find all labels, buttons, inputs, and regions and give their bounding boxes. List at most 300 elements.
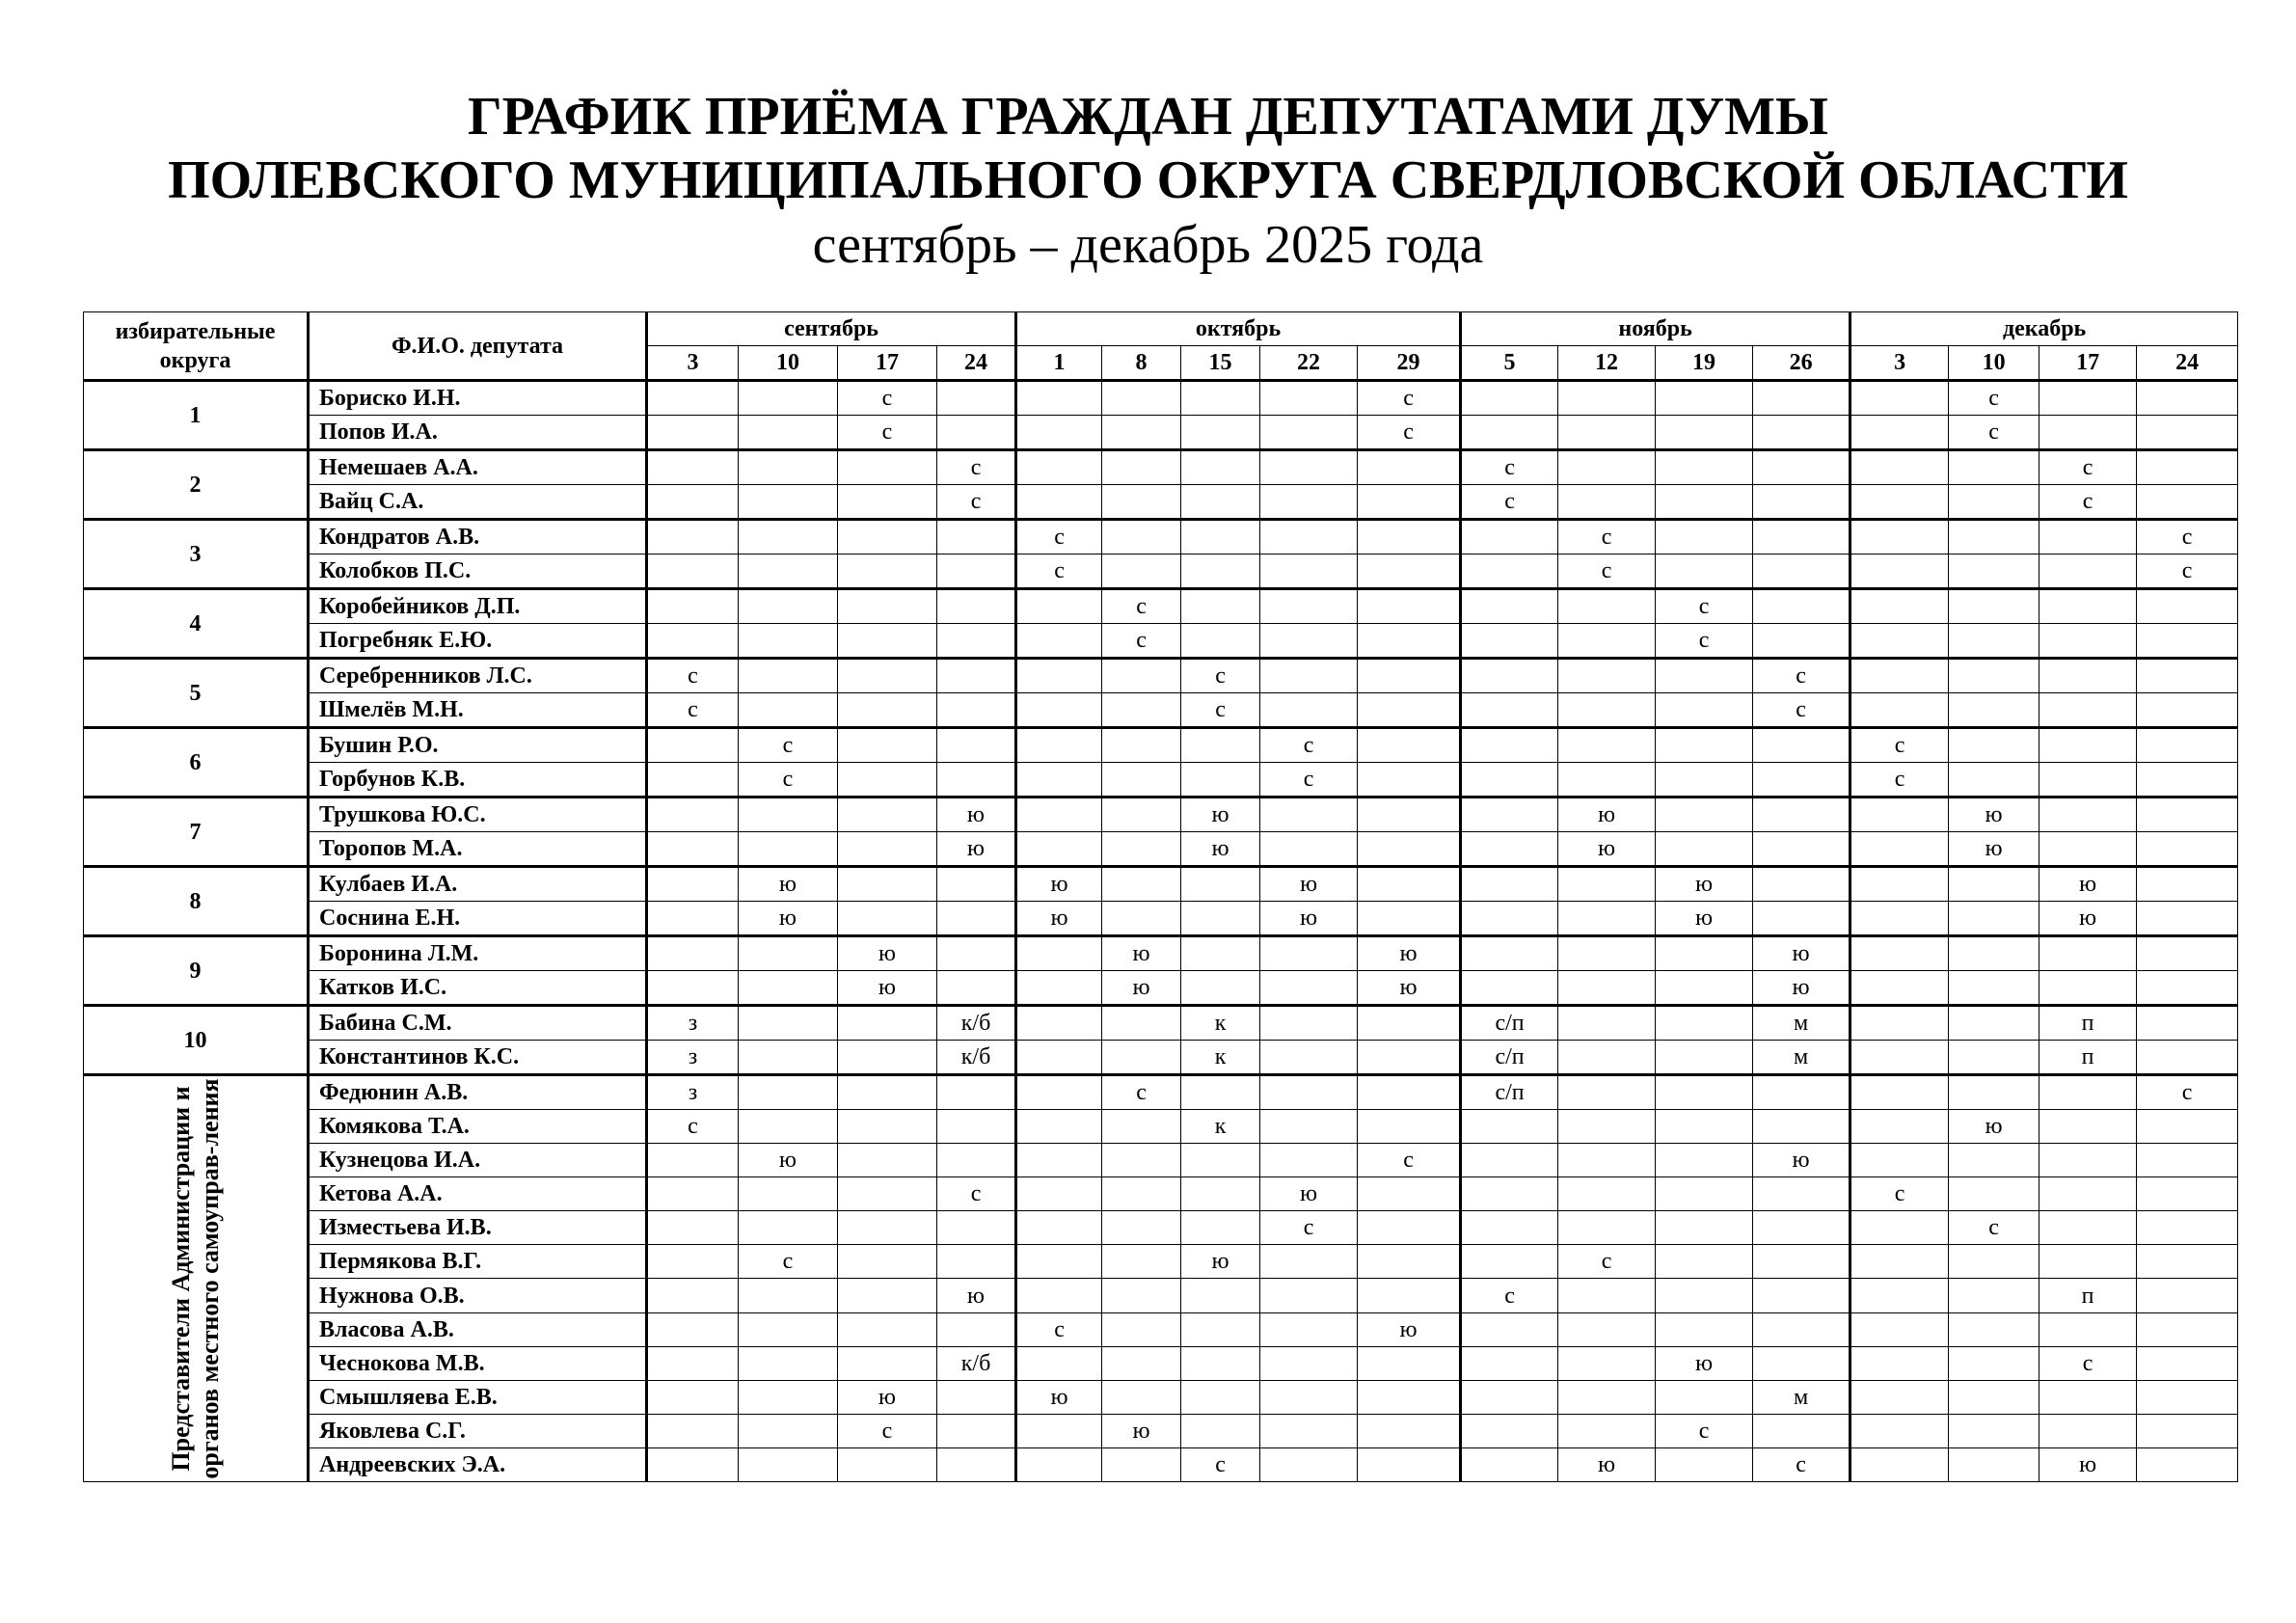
schedule-cell: ю: [937, 1279, 1016, 1312]
header-day: 5: [1461, 346, 1558, 381]
schedule-cell: [937, 1380, 1016, 1414]
schedule-cell: [1558, 728, 1656, 763]
schedule-cell: [1656, 520, 1753, 555]
schedule-cell: ю: [1656, 902, 1753, 936]
table-row: [84, 832, 2238, 867]
schedule-cell: [1358, 1041, 1461, 1075]
schedule-cell: [838, 867, 937, 902]
schedule-cell: [1102, 1380, 1181, 1414]
schedule-cell: [1016, 832, 1102, 867]
schedule-cell: [1102, 1144, 1181, 1177]
deputy-name: Константинов К.С.: [309, 1041, 647, 1075]
schedule-cell: [1753, 485, 1850, 520]
schedule-cell: [838, 520, 937, 555]
schedule-cell: [1850, 971, 1949, 1006]
table-row: [84, 798, 2238, 832]
deputy-name: Изместьева И.В.: [309, 1211, 647, 1245]
schedule-cell: с: [838, 416, 937, 450]
admin-label-wrap: [84, 1076, 307, 1481]
schedule-cell: [1461, 902, 1558, 936]
schedule-cell: ю: [739, 867, 838, 902]
schedule-cell: с: [2039, 485, 2137, 520]
schedule-cell: [1016, 1211, 1102, 1245]
schedule-cell: [1181, 867, 1260, 902]
schedule-cell: [739, 485, 838, 520]
schedule-cell: [647, 450, 739, 485]
schedule-cell: [2039, 1312, 2137, 1346]
schedule-cell: [1461, 1312, 1558, 1346]
header-day: 10: [739, 346, 838, 381]
schedule-cell: п: [2039, 1279, 2137, 1312]
schedule-cell: [937, 381, 1016, 416]
table-row: [84, 867, 2238, 902]
schedule-cell: [1656, 1380, 1753, 1414]
schedule-cell: [1102, 867, 1181, 902]
schedule-cell: ю: [1558, 1447, 1656, 1481]
schedule-cell: [1850, 1312, 1949, 1346]
table-row: [84, 624, 2238, 659]
schedule-cell: [1358, 520, 1461, 555]
schedule-cell: [1753, 798, 1850, 832]
header-day: 15: [1181, 346, 1260, 381]
schedule-cell: [647, 520, 739, 555]
schedule-cell: [1358, 1279, 1461, 1312]
schedule-cell: ю: [1102, 936, 1181, 971]
schedule-cell: [1850, 381, 1949, 416]
schedule-cell: ю: [739, 902, 838, 936]
schedule-cell: [1850, 485, 1949, 520]
schedule-cell: [838, 1447, 937, 1481]
schedule-cell: с: [647, 659, 739, 693]
schedule-cell: [1260, 1380, 1358, 1414]
schedule-cell: [1181, 1380, 1260, 1414]
schedule-cell: [937, 902, 1016, 936]
schedule-cell: [1656, 728, 1753, 763]
schedule-cell: [1753, 902, 1850, 936]
schedule-cell: [1850, 520, 1949, 555]
schedule-cell: [1656, 381, 1753, 416]
schedule-cell: [838, 1177, 937, 1211]
schedule-cell: с: [937, 485, 1016, 520]
schedule-cell: [2137, 1245, 2238, 1279]
schedule-cell: [1181, 971, 1260, 1006]
schedule-cell: ю: [838, 971, 937, 1006]
schedule-cell: [1102, 693, 1181, 728]
schedule-cell: [838, 1041, 937, 1075]
deputy-name: Кондратов А.В.: [309, 520, 647, 555]
schedule-cell: [1850, 1041, 1949, 1075]
header-month: декабрь: [1850, 312, 2238, 346]
schedule-cell: [1753, 1279, 1850, 1312]
table-row: [84, 971, 2238, 1006]
schedule-cell: [1753, 1177, 1850, 1211]
schedule-cell: [2137, 1041, 2238, 1075]
schedule-cell: [1656, 1177, 1753, 1211]
schedule-cell: [2137, 728, 2238, 763]
schedule-cell: [2137, 902, 2238, 936]
schedule-cell: [1558, 1346, 1656, 1380]
schedule-cell: п: [2039, 1006, 2137, 1041]
schedule-cell: [838, 485, 937, 520]
schedule-cell: [1102, 763, 1181, 798]
schedule-cell: [937, 1144, 1016, 1177]
schedule-cell: [1181, 763, 1260, 798]
schedule-cell: [1558, 659, 1656, 693]
schedule-cell: [1753, 728, 1850, 763]
schedule-cell: [1850, 1279, 1949, 1312]
schedule-cell: [1850, 589, 1949, 624]
schedule-cell: [838, 902, 937, 936]
schedule-cell: [1016, 798, 1102, 832]
schedule-cell: [838, 1006, 937, 1041]
schedule-cell: [838, 555, 937, 589]
schedule-cell: [1181, 485, 1260, 520]
schedule-cell: [1358, 763, 1461, 798]
deputy-name: Чеснокова М.В.: [309, 1346, 647, 1380]
document-header: [0, 85, 2296, 278]
schedule-cell: [2039, 1245, 2137, 1279]
schedule-cell: [1016, 659, 1102, 693]
district-number: 3: [84, 520, 309, 589]
schedule-cell: [1558, 1110, 1656, 1144]
schedule-cell: [1461, 555, 1558, 589]
table-row: [84, 450, 2238, 485]
schedule-cell: [2039, 1075, 2137, 1110]
schedule-cell: [838, 624, 937, 659]
schedule-cell: [1102, 1279, 1181, 1312]
table-row: [84, 485, 2238, 520]
schedule-cell: [647, 1177, 739, 1211]
schedule-cell: [2137, 589, 2238, 624]
schedule-cell: [1656, 832, 1753, 867]
schedule-cell: [1558, 1380, 1656, 1414]
schedule-cell: [1181, 1211, 1260, 1245]
schedule-cell: [1102, 1346, 1181, 1380]
schedule-cell: [1656, 659, 1753, 693]
schedule-cell: с: [1181, 1447, 1260, 1481]
schedule-cell: [2137, 971, 2238, 1006]
schedule-cell: [2137, 867, 2238, 902]
schedule-cell: с: [937, 450, 1016, 485]
schedule-cell: [1181, 381, 1260, 416]
schedule-cell: [739, 555, 838, 589]
schedule-cell: [1102, 832, 1181, 867]
header-day: 19: [1656, 346, 1753, 381]
deputy-name: Бабина С.М.: [309, 1006, 647, 1041]
schedule-cell: [1260, 1075, 1358, 1110]
schedule-cell: с: [937, 1177, 1016, 1211]
schedule-cell: [647, 902, 739, 936]
schedule-cell: [1461, 1211, 1558, 1245]
schedule-cell: [1181, 1144, 1260, 1177]
schedule-cell: [1949, 763, 2039, 798]
schedule-cell: [647, 1346, 739, 1380]
schedule-cell: [838, 1245, 937, 1279]
schedule-cell: к/б: [937, 1006, 1016, 1041]
schedule-cell: [1358, 798, 1461, 832]
schedule-cell: м: [1753, 1041, 1850, 1075]
schedule-cell: [1656, 1110, 1753, 1144]
header-day: 22: [1260, 346, 1358, 381]
schedule-cell: [1949, 485, 2039, 520]
schedule-cell: [647, 485, 739, 520]
schedule-cell: [739, 659, 838, 693]
district-number: 1: [84, 381, 309, 450]
schedule-cell: [1753, 832, 1850, 867]
schedule-cell: с: [1753, 1447, 1850, 1481]
schedule-cell: [1558, 1006, 1656, 1041]
schedule-cell: [1461, 520, 1558, 555]
schedule-cell: [1558, 1075, 1656, 1110]
schedule-cell: [1949, 693, 2039, 728]
deputy-name: Смышляева Е.В.: [309, 1380, 647, 1414]
schedule-cell: ю: [1656, 1346, 1753, 1380]
schedule-cell: [647, 1245, 739, 1279]
schedule-cell: [1358, 1006, 1461, 1041]
schedule-cell: [739, 936, 838, 971]
schedule-cell: [1016, 416, 1102, 450]
schedule-cell: [739, 1380, 838, 1414]
schedule-cell: [1753, 1414, 1850, 1447]
schedule-cell: [1181, 589, 1260, 624]
table-row: [84, 1041, 2238, 1075]
header-month: сентябрь: [647, 312, 1016, 346]
schedule-cell: [739, 971, 838, 1006]
schedule-cell: [1558, 902, 1656, 936]
schedule-cell: [1102, 1245, 1181, 1279]
schedule-cell: [1358, 728, 1461, 763]
header-district: избирательные округа: [84, 312, 309, 381]
schedule-cell: [1358, 659, 1461, 693]
district-number: 2: [84, 450, 309, 520]
table-row: [84, 416, 2238, 450]
schedule-cell: с: [1358, 1144, 1461, 1177]
schedule-cell: [1016, 1006, 1102, 1041]
table-row: [84, 1144, 2238, 1177]
schedule-cell: ю: [1181, 798, 1260, 832]
schedule-cell: [647, 1312, 739, 1346]
schedule-cell: [1850, 1006, 1949, 1041]
schedule-cell: [1260, 450, 1358, 485]
deputy-name: Пермякова В.Г.: [309, 1245, 647, 1279]
schedule-cell: [647, 555, 739, 589]
schedule-cell: [2137, 693, 2238, 728]
schedule-cell: [1558, 1279, 1656, 1312]
schedule-cell: [1461, 1245, 1558, 1279]
schedule-cell: [1656, 1211, 1753, 1245]
schedule-cell: [1558, 1177, 1656, 1211]
schedule-cell: с: [1656, 1414, 1753, 1447]
schedule-cell: [1558, 485, 1656, 520]
schedule-cell: [1358, 624, 1461, 659]
schedule-cell: [1656, 450, 1753, 485]
deputy-name: Бориско И.Н.: [309, 381, 647, 416]
schedule-cell: [1949, 1177, 2039, 1211]
schedule-cell: [1260, 936, 1358, 971]
schedule-cell: [838, 832, 937, 867]
schedule-cell: [1656, 763, 1753, 798]
schedule-cell: [1358, 1110, 1461, 1144]
schedule-cell: с: [1102, 1075, 1181, 1110]
district-number: 5: [84, 659, 309, 728]
schedule-cell: [2137, 624, 2238, 659]
schedule-cell: [1102, 450, 1181, 485]
table-row: [84, 659, 2238, 693]
schedule-cell: [838, 1144, 937, 1177]
schedule-cell: с: [2039, 1346, 2137, 1380]
schedule-cell: с: [1949, 1211, 2039, 1245]
schedule-cell: с: [1753, 659, 1850, 693]
schedule-cell: [1558, 450, 1656, 485]
schedule-cell: ю: [838, 936, 937, 971]
table-row: [84, 1211, 2238, 1245]
schedule-cell: [1753, 589, 1850, 624]
schedule-cell: [1260, 1144, 1358, 1177]
schedule-cell: [1656, 1279, 1753, 1312]
schedule-cell: [1656, 1006, 1753, 1041]
schedule-cell: с: [739, 728, 838, 763]
district-number: 4: [84, 589, 309, 659]
schedule-cell: [2039, 971, 2137, 1006]
schedule-cell: [2039, 1144, 2137, 1177]
schedule-cell: [937, 555, 1016, 589]
schedule-cell: [1016, 693, 1102, 728]
schedule-cell: [1850, 1414, 1949, 1447]
schedule-cell: [1850, 1144, 1949, 1177]
header-day: 10: [1949, 346, 2039, 381]
schedule-cell: [937, 589, 1016, 624]
schedule-cell: [1558, 1312, 1656, 1346]
schedule-cell: [1016, 1414, 1102, 1447]
schedule-cell: [1949, 659, 2039, 693]
schedule-cell: ю: [1753, 1144, 1850, 1177]
table-row: [84, 1177, 2238, 1211]
schedule-cell: [838, 659, 937, 693]
schedule-cell: с: [1656, 624, 1753, 659]
schedule-cell: [1949, 867, 2039, 902]
schedule-cell: [1753, 416, 1850, 450]
schedule-cell: [1102, 1110, 1181, 1144]
header-day: 3: [1850, 346, 1949, 381]
schedule-cell: [1358, 867, 1461, 902]
schedule-cell: [1850, 1110, 1949, 1144]
schedule-cell: [2137, 381, 2238, 416]
schedule-cell: [647, 381, 739, 416]
header-day: 24: [2137, 346, 2238, 381]
schedule-cell: [1181, 902, 1260, 936]
schedule-cell: [1949, 1279, 2039, 1312]
schedule-cell: [2137, 1279, 2238, 1312]
schedule-cell: [838, 1075, 937, 1110]
schedule-cell: с: [1949, 416, 2039, 450]
schedule-cell: к/б: [937, 1346, 1016, 1380]
schedule-cell: [1949, 902, 2039, 936]
schedule-cell: [838, 589, 937, 624]
schedule-cell: [1850, 624, 1949, 659]
schedule-cell: [2137, 485, 2238, 520]
deputy-name: Трушкова Ю.С.: [309, 798, 647, 832]
schedule-cell: [1260, 624, 1358, 659]
deputy-name: Катков И.С.: [309, 971, 647, 1006]
schedule-cell: [1461, 1110, 1558, 1144]
table-row: [84, 1075, 2238, 1110]
schedule-cell: с: [1949, 381, 2039, 416]
schedule-cell: [1181, 1346, 1260, 1380]
schedule-cell: ю: [838, 1380, 937, 1414]
schedule-cell: [647, 416, 739, 450]
schedule-cell: [739, 1414, 838, 1447]
schedule-cell: [1260, 520, 1358, 555]
schedule-cell: [1461, 832, 1558, 867]
schedule-cell: [1850, 1447, 1949, 1481]
schedule-cell: [1656, 936, 1753, 971]
schedule-cell: [2039, 693, 2137, 728]
schedule-cell: [2039, 381, 2137, 416]
schedule-cell: [1461, 693, 1558, 728]
schedule-cell: [1850, 416, 1949, 450]
schedule-cell: [1102, 798, 1181, 832]
schedule-cell: [1016, 1177, 1102, 1211]
schedule-cell: [1260, 1279, 1358, 1312]
schedule-cell: [2039, 1211, 2137, 1245]
schedule-cell: [1461, 867, 1558, 902]
schedule-cell: [838, 1346, 937, 1380]
schedule-table: [83, 311, 2238, 1482]
deputy-name: Кетова А.А.: [309, 1177, 647, 1211]
schedule-cell: ю: [937, 798, 1016, 832]
schedule-cell: [1102, 728, 1181, 763]
schedule-cell: [1949, 1144, 2039, 1177]
schedule-cell: [2137, 936, 2238, 971]
schedule-cell: [1102, 902, 1181, 936]
schedule-cell: [1558, 971, 1656, 1006]
schedule-cell: [1461, 659, 1558, 693]
schedule-cell: [1016, 1245, 1102, 1279]
schedule-cell: [1181, 936, 1260, 971]
schedule-cell: [1260, 1006, 1358, 1041]
schedule-cell: [739, 798, 838, 832]
schedule-cell: [1558, 416, 1656, 450]
schedule-cell: [647, 1144, 739, 1177]
schedule-cell: [1016, 971, 1102, 1006]
schedule-cell: [739, 1177, 838, 1211]
schedule-cell: [1753, 1346, 1850, 1380]
schedule-cell: [1181, 1312, 1260, 1346]
schedule-cell: [937, 693, 1016, 728]
schedule-cell: [1461, 798, 1558, 832]
table-row: [84, 763, 2238, 798]
schedule-cell: [1461, 416, 1558, 450]
table-row: [84, 1447, 2238, 1481]
schedule-cell: [1016, 936, 1102, 971]
schedule-cell: [1949, 624, 2039, 659]
deputy-name: Горбунов К.В.: [309, 763, 647, 798]
schedule-cell: [1558, 1041, 1656, 1075]
schedule-cell: с: [1358, 416, 1461, 450]
schedule-cell: [1260, 659, 1358, 693]
schedule-cell: [1949, 1414, 2039, 1447]
schedule-cell: [739, 1279, 838, 1312]
schedule-cell: [1358, 485, 1461, 520]
schedule-cell: [1016, 1075, 1102, 1110]
schedule-cell: ю: [1260, 902, 1358, 936]
title-line-1: ГРАФИК ПРИЁМА ГРАЖДАН ДЕПУТАТАМИ ДУМЫ: [467, 87, 1829, 147]
schedule-cell: [2137, 1110, 2238, 1144]
schedule-cell: [2137, 1312, 2238, 1346]
schedule-cell: [2039, 728, 2137, 763]
schedule-cell: [2039, 832, 2137, 867]
schedule-cell: [838, 763, 937, 798]
